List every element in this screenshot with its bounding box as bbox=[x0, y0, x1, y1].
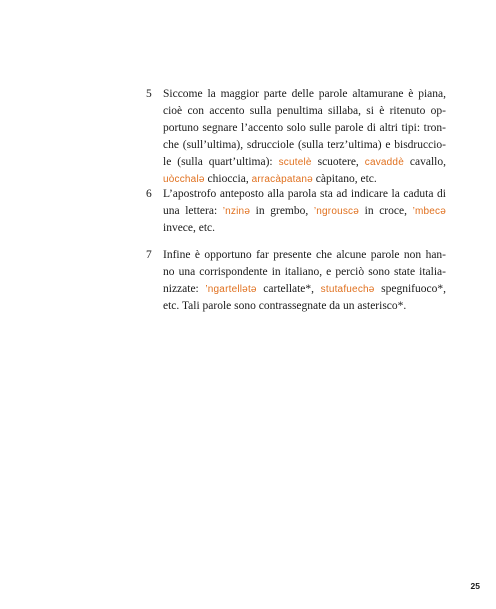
text-line bbox=[163, 86, 446, 103]
text-segment: spegnifuoco*, bbox=[374, 283, 446, 295]
text-segment: càpitano, etc. bbox=[312, 173, 377, 185]
page-number: 25 bbox=[470, 581, 480, 591]
paragraph-number: 5 bbox=[146, 88, 152, 100]
text-segment: L’apostrofo anteposto alla parola sta ad indicare la caduta di bbox=[163, 188, 446, 200]
text-segment: chioccia, bbox=[204, 173, 252, 185]
paragraph-number: 6 bbox=[146, 188, 152, 200]
text-segment: Siccome la maggior parte delle parole altamurane è piana, bbox=[163, 88, 446, 100]
text-segment: le (sulla quart’ultima): bbox=[163, 156, 279, 168]
dialect-term: ’ngartellətə bbox=[205, 284, 257, 295]
paragraph-6 bbox=[146, 186, 446, 237]
paragraph-number: 7 bbox=[146, 249, 152, 261]
text-line bbox=[163, 220, 446, 237]
text-segment: Infine è opportuno far presente che alcune parole non han- bbox=[163, 249, 446, 261]
text-segment: etc. Tali parole sono contrassegnate da un asterisco*. bbox=[163, 300, 407, 312]
text-segment: che (sull’ultima), sdrucciole (sulla terz’ultima) e bisdruccio- bbox=[163, 139, 446, 151]
paragraph-7 bbox=[146, 247, 446, 315]
dialect-term: scutelè bbox=[278, 157, 312, 168]
paragraph-5 bbox=[146, 86, 446, 188]
dialect-term: stutafuechə bbox=[320, 284, 375, 295]
text-segment: cioè con accento sulla penultima sillaba, si è ritenuto op- bbox=[163, 105, 446, 117]
text-line bbox=[163, 154, 446, 171]
text-line bbox=[163, 137, 446, 154]
text-segment: scuotere, bbox=[311, 156, 365, 168]
dialect-term: uòcchalə bbox=[163, 174, 205, 185]
text-segment: invece, etc. bbox=[163, 222, 216, 234]
dialect-term: arracàpatanə bbox=[251, 174, 313, 185]
text-line bbox=[163, 264, 446, 281]
text-line bbox=[163, 298, 446, 315]
text-line bbox=[163, 247, 446, 264]
text-segment: cavallo, bbox=[403, 156, 446, 168]
text-segment: in croce, bbox=[359, 205, 413, 217]
text-segment: cartellate*, bbox=[256, 283, 321, 295]
text-line bbox=[163, 120, 446, 137]
text-segment: no una corrispondente in italiano, e perciò sono state italia- bbox=[163, 266, 446, 278]
dialect-term: cavaddè bbox=[364, 157, 404, 168]
text-segment: nizzate: bbox=[163, 283, 206, 295]
dialect-term: ’mbecə bbox=[412, 206, 446, 217]
dialect-term: ’nzinə bbox=[222, 206, 251, 217]
text-line bbox=[163, 186, 446, 203]
text-line bbox=[163, 203, 446, 220]
text-line bbox=[163, 103, 446, 120]
text-segment: in grembo, bbox=[250, 205, 314, 217]
dialect-term: ’ngrouscə bbox=[313, 206, 360, 217]
text-line bbox=[163, 281, 446, 298]
text-segment: una lettera: bbox=[163, 205, 223, 217]
text-segment: portuno segnare l’accento solo sulle parole di altri tipi: tron- bbox=[163, 122, 446, 134]
